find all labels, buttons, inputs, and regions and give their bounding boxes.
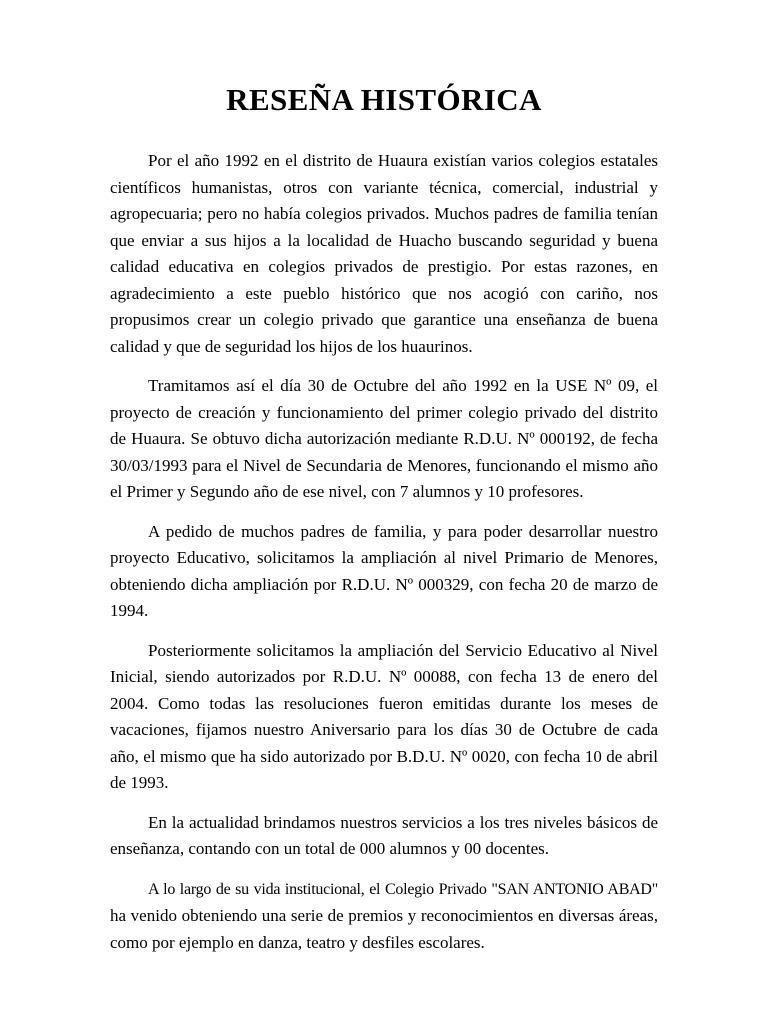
paragraph-6-narrow-run: A lo largo de su vida institucional, el Colegio Privado "SAN ANTONIO ABAD": [148, 880, 658, 898]
paragraph-4: Posteriormente solicitamos la ampliación del Servicio Educativo al Nivel Inicial, siendo autorizados por R.D.U. Nº 00088, con fecha 13 de enero del 2004. Como todas las resoluciones fueron emitidas durante los meses de vacaciones, fijamos nuestro Aniversario para los días 30 de Octubre de cada año, el mismo que ha sido autorizado por B.D.U. Nº 0020, con fecha 10 de abril de 1993.: [110, 640, 658, 793]
paragraph-2: Tramitamos así el día 30 de Octubre del año 1992 en la USE Nº 09, el proyecto de creación y funcionamiento del primer colegio privado del distrito de Huaura. Se obtuvo dicha autorización mediante R.D.U. Nº 000192, de fecha 30/03/1993 para el Nivel de Secundaria de Menores, funcionando el mismo año el Primer y Segundo año de ese nivel, con 7 alumnos y 10 profesores.: [110, 376, 658, 502]
paragraph-6: [110, 876, 658, 957]
paragraph-1: Por el año 1992 en el distrito de Huaura existían varios colegios estatales científicos humanistas, otros con variante técnica, comercial, industrial y agropecuaria; pero no había colegios privados. Muchos padres de familia tenían que enviar a sus hijos a la localidad de Huacho buscando seguridad y buena calidad educativa en colegios privados de prestigio. Por estas razones, en agradecimiento a este pueblo histórico que nos acogió con cariño, nos propusimos crear un colegio privado que garantice una enseñanza de buena calidad y que de seguridad los hijos de los huaurinos.: [110, 151, 658, 356]
page-title: RESEÑA HISTÓRICA: [226, 82, 542, 117]
paragraph-6-rest: ha venido obteniendo una serie de premios y reconocimientos en diversas áreas, como por ejemplo en danza, teatro y desfiles escolares.: [110, 906, 658, 952]
paragraph-3: A pedido de muchos padres de familia, y para poder desarrollar nuestro proyecto Educativo, solicitamos la ampliación al nivel Primario de Menores, obteniendo dicha ampliación por R.D.U. Nº 000329, con fecha 20 de marzo de 1994.: [110, 521, 658, 621]
document-body: [110, 148, 658, 956]
document-content: [110, 0, 658, 956]
paragraph-5: En la actualidad brindamos nuestros servicios a los tres niveles básicos de enseñanza, contando con un total de 000 alumnos y 00 docentes.: [110, 812, 658, 859]
